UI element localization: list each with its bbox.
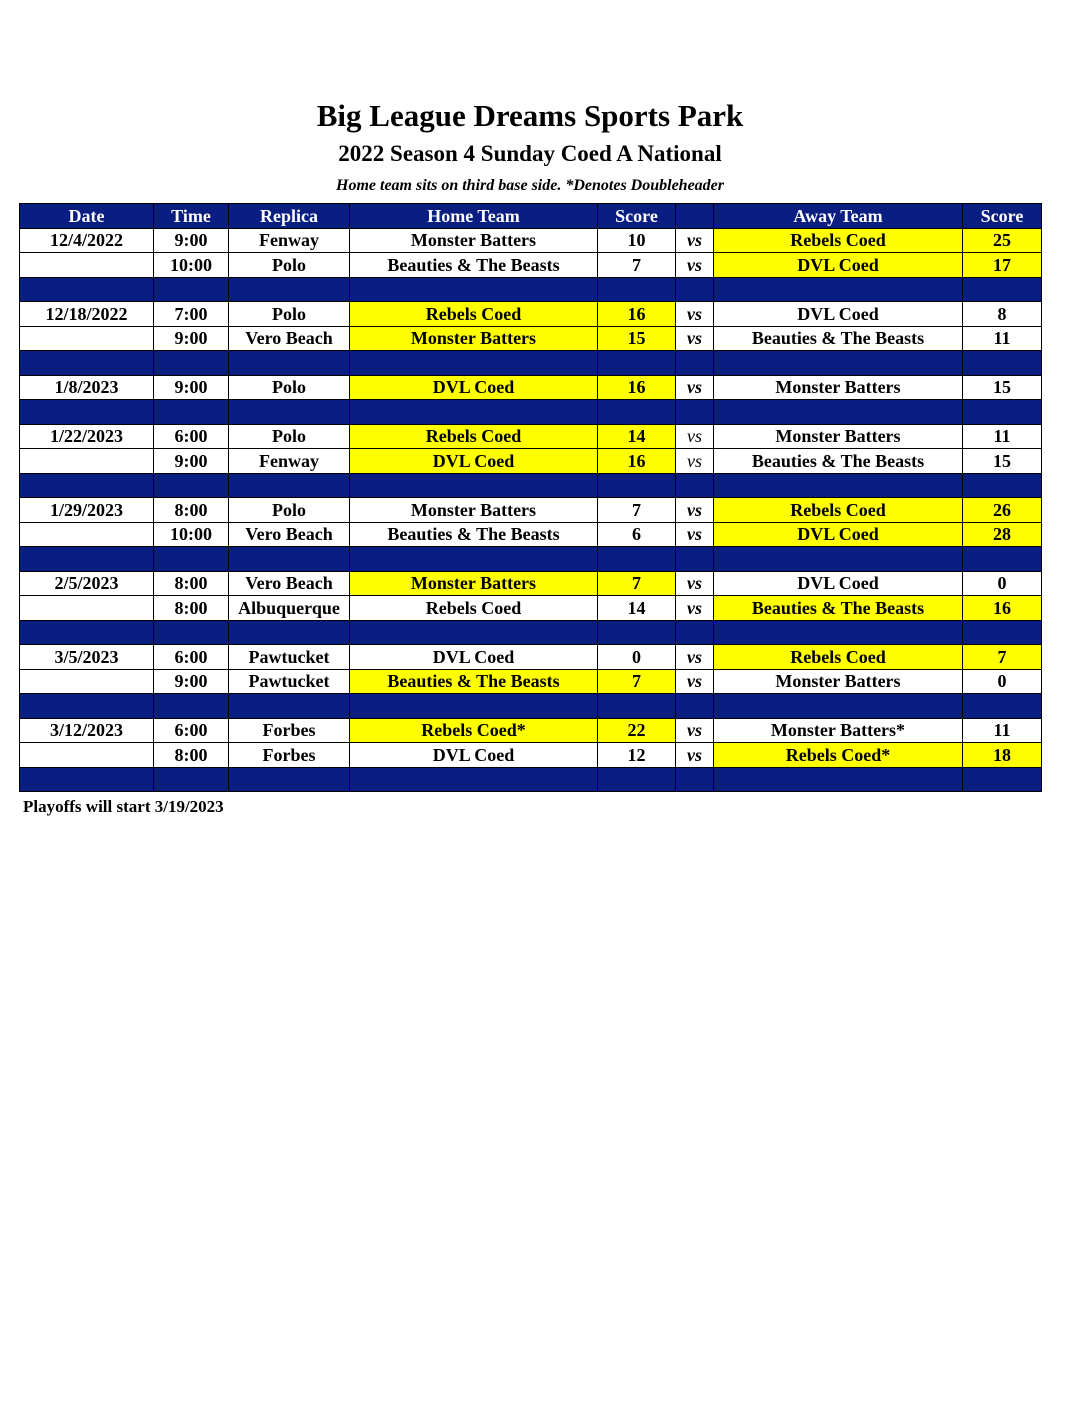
separator-cell <box>20 473 154 498</box>
time-cell: 8:00 <box>154 498 229 523</box>
replica-cell: Forbes <box>229 743 350 768</box>
home-team-cell: DVL Coed <box>350 449 598 474</box>
separator-cell <box>714 547 963 572</box>
home-score-cell: 16 <box>598 302 676 327</box>
time-cell: 10:00 <box>154 522 229 547</box>
game-row <box>20 424 1042 449</box>
separator-cell <box>229 767 350 792</box>
away-team-cell: Rebels Coed <box>714 645 963 670</box>
separator-cell <box>229 620 350 645</box>
away-team-cell: Monster Batters <box>714 424 963 449</box>
separator-cell <box>154 767 229 792</box>
date-cell <box>20 449 154 474</box>
separator-cell <box>154 547 229 572</box>
game-row <box>20 302 1042 327</box>
away-team-cell: Rebels Coed* <box>714 743 963 768</box>
separator-cell <box>714 400 963 425</box>
game-row <box>20 253 1042 278</box>
home-team-cell: DVL Coed <box>350 645 598 670</box>
separator-cell <box>20 547 154 572</box>
home-team-cell: Beauties & The Beasts <box>350 522 598 547</box>
away-score-cell: 26 <box>963 498 1042 523</box>
home-score-cell: 12 <box>598 743 676 768</box>
column-header-vs <box>676 204 714 229</box>
game-row <box>20 645 1042 670</box>
separator-cell <box>229 351 350 376</box>
separator-cell <box>20 400 154 425</box>
home-score-cell: 0 <box>598 645 676 670</box>
separator-cell <box>598 767 676 792</box>
separator-cell <box>714 473 963 498</box>
home-score-cell: 14 <box>598 596 676 621</box>
separator-cell <box>154 400 229 425</box>
separator-cell <box>598 694 676 719</box>
replica-cell: Polo <box>229 253 350 278</box>
date-cell: 1/29/2023 <box>20 498 154 523</box>
home-team-cell: Beauties & The Beasts <box>350 253 598 278</box>
separator-row <box>20 400 1042 425</box>
separator-cell <box>676 767 714 792</box>
replica-cell: Polo <box>229 498 350 523</box>
game-row <box>20 669 1042 694</box>
separator-cell <box>963 473 1042 498</box>
separator-cell <box>229 400 350 425</box>
home-score-cell: 7 <box>598 253 676 278</box>
vs-cell: vs <box>676 302 714 327</box>
separator-cell <box>350 620 598 645</box>
away-team-cell: Monster Batters <box>714 669 963 694</box>
game-row <box>20 522 1042 547</box>
vs-cell: vs <box>676 498 714 523</box>
playoffs-note: Playoffs will start 3/19/2023 <box>23 797 224 816</box>
time-cell: 9:00 <box>154 669 229 694</box>
time-cell: 8:00 <box>154 743 229 768</box>
vs-cell: vs <box>676 228 714 253</box>
separator-cell <box>598 620 676 645</box>
home-score-cell: 16 <box>598 449 676 474</box>
separator-cell <box>350 767 598 792</box>
game-row <box>20 326 1042 351</box>
separator-cell <box>350 277 598 302</box>
replica-cell: Pawtucket <box>229 645 350 670</box>
home-team-cell: DVL Coed <box>350 375 598 400</box>
separator-cell <box>598 351 676 376</box>
home-score-cell: 7 <box>598 669 676 694</box>
away-team-cell: DVL Coed <box>714 253 963 278</box>
vs-cell: vs <box>676 645 714 670</box>
separator-cell <box>20 620 154 645</box>
time-cell: 9:00 <box>154 375 229 400</box>
separator-cell <box>714 277 963 302</box>
page-title: Big League Dreams Sports Park <box>316 98 744 133</box>
home-team-cell: Rebels Coed <box>350 424 598 449</box>
away-score-cell: 0 <box>963 669 1042 694</box>
separator-cell <box>350 547 598 572</box>
vs-cell: vs <box>676 596 714 621</box>
separator-cell <box>676 694 714 719</box>
game-row <box>20 596 1042 621</box>
separator-cell <box>350 351 598 376</box>
separator-cell <box>676 277 714 302</box>
game-row <box>20 718 1042 743</box>
separator-row <box>20 351 1042 376</box>
replica-cell: Fenway <box>229 228 350 253</box>
home-team-cell: Rebels Coed <box>350 596 598 621</box>
away-score-cell: 15 <box>963 375 1042 400</box>
separator-cell <box>350 400 598 425</box>
away-team-cell: DVL Coed <box>714 522 963 547</box>
vs-cell: vs <box>676 718 714 743</box>
game-row <box>20 498 1042 523</box>
game-row <box>20 228 1042 253</box>
replica-cell: Polo <box>229 302 350 327</box>
home-score-cell: 14 <box>598 424 676 449</box>
schedule-body <box>20 228 1042 792</box>
game-row <box>20 449 1042 474</box>
separator-cell <box>963 547 1042 572</box>
separator-cell <box>229 277 350 302</box>
away-score-cell: 18 <box>963 743 1042 768</box>
date-cell <box>20 596 154 621</box>
game-row <box>20 571 1042 596</box>
time-cell: 6:00 <box>154 718 229 743</box>
column-header-date: Date <box>20 204 154 229</box>
vs-cell: vs <box>676 571 714 596</box>
home-score-cell: 10 <box>598 228 676 253</box>
vs-cell: vs <box>676 743 714 768</box>
separator-cell <box>598 400 676 425</box>
home-team-cell: Monster Batters <box>350 498 598 523</box>
replica-cell: Forbes <box>229 718 350 743</box>
separator-row <box>20 620 1042 645</box>
separator-cell <box>154 351 229 376</box>
replica-cell: Polo <box>229 375 350 400</box>
date-cell <box>20 743 154 768</box>
vs-cell: vs <box>676 424 714 449</box>
separator-cell <box>963 767 1042 792</box>
replica-cell: Albuquerque <box>229 596 350 621</box>
schedule-table <box>19 203 1042 792</box>
time-cell: 8:00 <box>154 596 229 621</box>
away-team-cell: DVL Coed <box>714 302 963 327</box>
separator-cell <box>714 351 963 376</box>
page-subtitle: 2022 Season 4 Sunday Coed A National <box>338 141 722 166</box>
replica-cell: Pawtucket <box>229 669 350 694</box>
date-cell: 1/22/2023 <box>20 424 154 449</box>
away-score-cell: 8 <box>963 302 1042 327</box>
separator-cell <box>598 547 676 572</box>
separator-cell <box>714 694 963 719</box>
home-team-cell: Rebels Coed* <box>350 718 598 743</box>
away-team-cell: DVL Coed <box>714 571 963 596</box>
header-row <box>20 204 1042 229</box>
separator-cell <box>714 767 963 792</box>
replica-cell: Vero Beach <box>229 522 350 547</box>
separator-cell <box>676 473 714 498</box>
separator-cell <box>676 400 714 425</box>
time-cell: 8:00 <box>154 571 229 596</box>
separator-cell <box>598 277 676 302</box>
time-cell: 10:00 <box>154 253 229 278</box>
replica-cell: Fenway <box>229 449 350 474</box>
separator-cell <box>20 351 154 376</box>
separator-row <box>20 767 1042 792</box>
separator-row <box>20 547 1042 572</box>
separator-cell <box>676 351 714 376</box>
separator-cell <box>229 473 350 498</box>
date-cell <box>20 522 154 547</box>
date-cell: 2/5/2023 <box>20 571 154 596</box>
separator-cell <box>154 277 229 302</box>
replica-cell: Vero Beach <box>229 326 350 351</box>
away-score-cell: 16 <box>963 596 1042 621</box>
away-score-cell: 25 <box>963 228 1042 253</box>
home-score-cell: 15 <box>598 326 676 351</box>
column-header-away-score: Score <box>963 204 1042 229</box>
home-team-cell: Monster Batters <box>350 326 598 351</box>
separator-cell <box>20 694 154 719</box>
date-cell: 1/8/2023 <box>20 375 154 400</box>
separator-cell <box>350 694 598 719</box>
separator-cell <box>963 277 1042 302</box>
replica-cell: Polo <box>229 424 350 449</box>
column-header-time: Time <box>154 204 229 229</box>
separator-cell <box>154 620 229 645</box>
separator-cell <box>963 694 1042 719</box>
vs-cell: vs <box>676 253 714 278</box>
separator-cell <box>350 473 598 498</box>
home-team-cell: DVL Coed <box>350 743 598 768</box>
separator-cell <box>154 694 229 719</box>
away-team-cell: Rebels Coed <box>714 498 963 523</box>
schedule-note: Home team sits on third base side. *Denotes Doubleheader <box>336 177 724 194</box>
separator-cell <box>229 694 350 719</box>
home-team-cell: Beauties & The Beasts <box>350 669 598 694</box>
separator-cell <box>714 620 963 645</box>
separator-cell <box>20 767 154 792</box>
away-score-cell: 7 <box>963 645 1042 670</box>
away-score-cell: 17 <box>963 253 1042 278</box>
away-team-cell: Rebels Coed <box>714 228 963 253</box>
time-cell: 6:00 <box>154 645 229 670</box>
away-score-cell: 28 <box>963 522 1042 547</box>
column-header-away-team: Away Team <box>714 204 963 229</box>
separator-cell <box>229 547 350 572</box>
time-cell: 9:00 <box>154 449 229 474</box>
time-cell: 6:00 <box>154 424 229 449</box>
date-cell <box>20 253 154 278</box>
away-team-cell: Monster Batters* <box>714 718 963 743</box>
separator-cell <box>676 547 714 572</box>
away-team-cell: Beauties & The Beasts <box>714 449 963 474</box>
vs-cell: vs <box>676 449 714 474</box>
away-score-cell: 15 <box>963 449 1042 474</box>
time-cell: 7:00 <box>154 302 229 327</box>
game-row <box>20 375 1042 400</box>
home-team-cell: Monster Batters <box>350 228 598 253</box>
home-score-cell: 7 <box>598 498 676 523</box>
date-cell <box>20 326 154 351</box>
vs-cell: vs <box>676 522 714 547</box>
home-score-cell: 7 <box>598 571 676 596</box>
separator-cell <box>963 620 1042 645</box>
separator-row <box>20 277 1042 302</box>
column-header-replica: Replica <box>229 204 350 229</box>
date-cell: 3/5/2023 <box>20 645 154 670</box>
separator-cell <box>963 351 1042 376</box>
vs-cell: vs <box>676 326 714 351</box>
away-team-cell: Beauties & The Beasts <box>714 596 963 621</box>
home-team-cell: Rebels Coed <box>350 302 598 327</box>
separator-cell <box>154 473 229 498</box>
home-score-cell: 22 <box>598 718 676 743</box>
date-cell: 3/12/2023 <box>20 718 154 743</box>
separator-row <box>20 694 1042 719</box>
away-score-cell: 11 <box>963 718 1042 743</box>
away-score-cell: 11 <box>963 424 1042 449</box>
separator-cell <box>20 277 154 302</box>
away-team-cell: Beauties & The Beasts <box>714 326 963 351</box>
replica-cell: Vero Beach <box>229 571 350 596</box>
home-score-cell: 16 <box>598 375 676 400</box>
date-cell: 12/4/2022 <box>20 228 154 253</box>
date-cell <box>20 669 154 694</box>
home-score-cell: 6 <box>598 522 676 547</box>
column-header-home-team: Home Team <box>350 204 598 229</box>
separator-cell <box>676 620 714 645</box>
away-score-cell: 0 <box>963 571 1042 596</box>
time-cell: 9:00 <box>154 326 229 351</box>
game-row <box>20 743 1042 768</box>
vs-cell: vs <box>676 375 714 400</box>
vs-cell: vs <box>676 669 714 694</box>
home-team-cell: Monster Batters <box>350 571 598 596</box>
away-team-cell: Monster Batters <box>714 375 963 400</box>
away-score-cell: 11 <box>963 326 1042 351</box>
separator-cell <box>598 473 676 498</box>
time-cell: 9:00 <box>154 228 229 253</box>
column-header-home-score: Score <box>598 204 676 229</box>
separator-cell <box>963 400 1042 425</box>
date-cell: 12/18/2022 <box>20 302 154 327</box>
separator-row <box>20 473 1042 498</box>
